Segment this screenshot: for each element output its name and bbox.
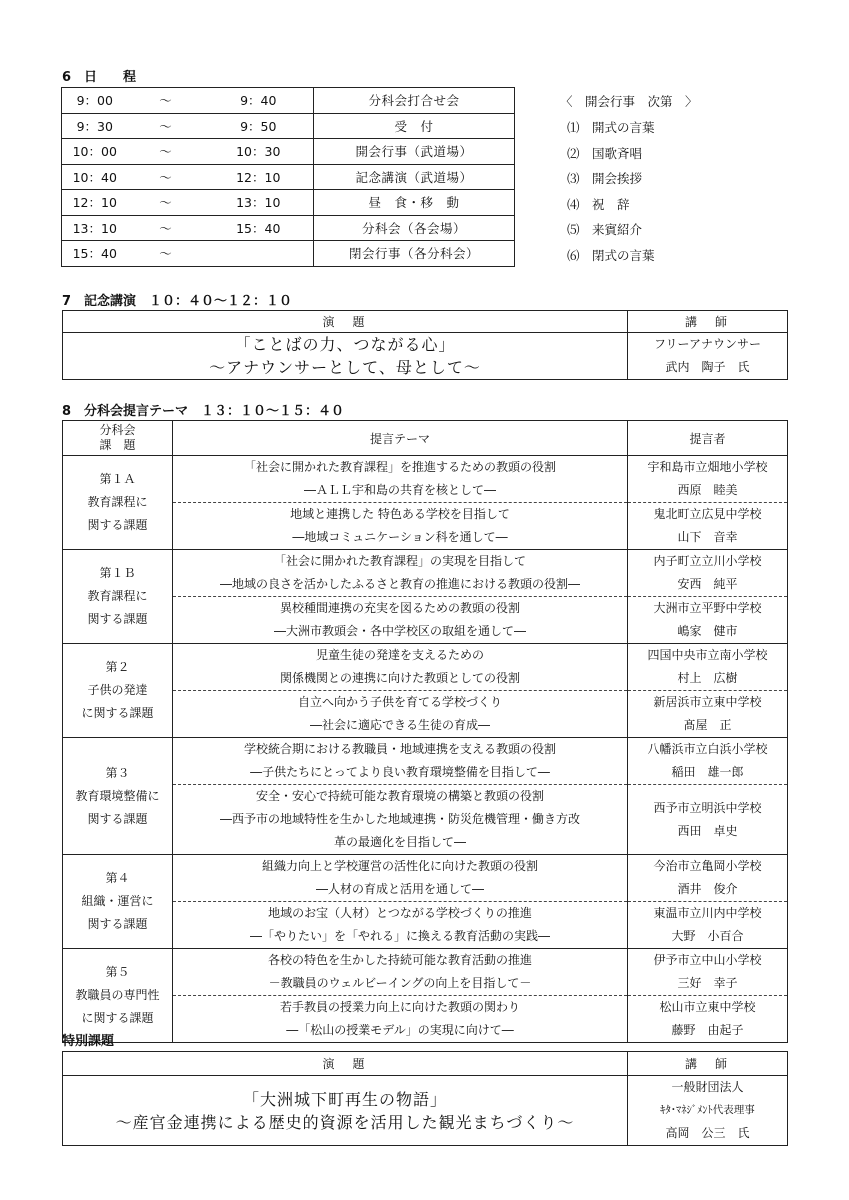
- theme-presenter-line: 藤野 由起子: [671, 1023, 744, 1037]
- section-6-title: 6 日 程: [62, 70, 137, 85]
- group-name-line: 教育課程に: [87, 589, 148, 603]
- theme-topic-line: 地域と連携した 特色ある学校を目指して: [290, 507, 510, 521]
- special-lecturer-header: 講 師: [628, 1052, 788, 1076]
- theme-row: [63, 644, 788, 691]
- group-name-line: 関する課題: [87, 811, 148, 826]
- theme-topic: [173, 855, 628, 902]
- lecture-topic-line: ～アナウンサーとして、母として～: [209, 358, 481, 377]
- ceremony-item: ⑷ 祝 辞: [567, 197, 630, 212]
- group-name-line: 関する課題: [87, 518, 148, 532]
- schedule-tilde: ～: [128, 190, 204, 216]
- schedule-start-time: 13：10: [62, 215, 128, 241]
- lecturer-line: フリーアナウンサー: [654, 337, 761, 351]
- theme-topic-line: 「社会に開かれた教育課程」を推進するための教頭の役割: [243, 460, 556, 474]
- theme-presenter: [628, 456, 788, 503]
- group-name-line: 第５: [105, 965, 130, 979]
- schedule-tilde: ～: [128, 139, 204, 165]
- theme-topic-line: 革の最適化を目指して―: [333, 835, 466, 849]
- theme-presenter-line: 内子町立立川小学校: [653, 554, 762, 568]
- ceremony-item: ⑶ 開会挨拶: [567, 171, 643, 186]
- theme-row: [63, 456, 788, 503]
- theme-presenter: [628, 644, 788, 691]
- theme-presenter-line: 松山市立東中学校: [659, 1000, 756, 1014]
- group-name-line: 関する課題: [87, 612, 148, 626]
- ceremony-title: 〈 開会行事 次第 〉: [560, 94, 698, 109]
- special-lecturer: [628, 1076, 788, 1146]
- header-group: [63, 421, 173, 456]
- group-name: [63, 644, 173, 738]
- schedule-start-time: 15：40: [62, 241, 128, 267]
- theme-row: [63, 855, 788, 902]
- theme-topic: [173, 691, 628, 738]
- ceremony-item: ⑸ 来賓紹介: [567, 222, 643, 237]
- theme-presenter-line: 嶋家 健市: [677, 624, 738, 638]
- schedule-tilde: ～: [128, 113, 204, 139]
- theme-topic-line: ―人材の育成と活用を通して―: [315, 882, 484, 896]
- theme-topic-line: 学校統合期における教職員・地域連携を支える教頭の役割: [243, 742, 556, 756]
- theme-topic-line: ―西予市の地域特性を生かした地域連携・防災危機管理・働き方改: [219, 812, 580, 826]
- group-name: [63, 855, 173, 949]
- theme-topic-line: 異校種間連携の充実を図るための教頭の役割: [279, 601, 520, 615]
- theme-presenter-line: 伊予市立中山小学校: [653, 953, 762, 967]
- group-name: [63, 949, 173, 1043]
- theme-presenter: [628, 855, 788, 902]
- schedule-end-time: 10：30: [204, 139, 314, 165]
- header-group-line: 分科会: [99, 423, 136, 437]
- theme-presenter-line: 大洲市立平野中学校: [653, 601, 762, 615]
- schedule-event: 開会行事（武道場）: [314, 139, 515, 165]
- theme-topic: [173, 456, 628, 503]
- theme-presenter-line: 新居浜市立東中学校: [653, 695, 762, 709]
- theme-presenter: [628, 550, 788, 597]
- schedule-event: 閉会行事（各分科会）: [314, 241, 515, 267]
- theme-topic: [173, 949, 628, 996]
- theme-topic: [173, 738, 628, 785]
- theme-topic: [173, 597, 628, 644]
- theme-topic-line: 地域のお宝（人材）とつながる学校づくりの推進: [268, 906, 532, 920]
- theme-topic-line: 関係機関との連携に向けた教頭としての役割: [279, 671, 520, 685]
- theme-presenter-line: 東温市立川内中学校: [653, 906, 762, 920]
- topic-header: 演 題: [63, 311, 628, 333]
- theme-presenter-line: 山下 音幸: [677, 530, 738, 544]
- schedule-row: [62, 241, 515, 267]
- schedule-tilde: ～: [128, 88, 204, 114]
- group-name-line: 教育課程に: [87, 495, 148, 509]
- special-table: [62, 1051, 788, 1146]
- theme-topic-line: ―ＡＬＬ宇和島の共育を核として―: [303, 483, 496, 497]
- theme-presenter-line: 西予市立明浜中学校: [653, 800, 762, 815]
- group-name-line: 第３: [105, 765, 130, 780]
- theme-topic-line: ―地域コミュニケーション科を通して―: [292, 530, 508, 544]
- lecturer-line: 武内 陶子 氏: [665, 360, 750, 374]
- theme-topic-line: 自立へ向かう子供を育てる学校づくり: [297, 695, 502, 709]
- lecturer-header: 講 師: [628, 311, 788, 333]
- lecture-topic: [63, 333, 628, 380]
- theme-presenter-line: 鬼北町立広見中学校: [653, 507, 762, 521]
- group-name: [63, 738, 173, 855]
- schedule-end-time: [204, 241, 314, 267]
- theme-presenter-line: 八幡浜市立白浜小学校: [647, 742, 768, 756]
- theme-topic-line: ―社会に適応できる生徒の育成―: [309, 718, 490, 732]
- theme-presenter: [628, 996, 788, 1043]
- schedule-tilde: ～: [128, 241, 204, 267]
- schedule-end-time: 13：10: [204, 190, 314, 216]
- special-lecturer-line: 高岡 公三 氏: [665, 1126, 750, 1140]
- schedule-row: [62, 113, 515, 139]
- theme-presenter-line: 西原 睦美: [677, 483, 738, 497]
- group-name-line: 組織・運営に: [81, 894, 154, 908]
- themes-table: [62, 420, 788, 1043]
- group-name-line: 第１Ａ: [99, 472, 136, 486]
- theme-topic: [173, 902, 628, 949]
- schedule-row: [62, 164, 515, 190]
- group-name-line: 教職員の専門性: [75, 988, 160, 1002]
- schedule-table: [61, 87, 515, 267]
- theme-presenter-line: 酒井 俊介: [677, 882, 738, 896]
- theme-topic-line: ―地域の良さを活かしたふるさと教育の推進における教頭の役割―: [219, 577, 580, 591]
- theme-row: [63, 738, 788, 785]
- group-name: [63, 550, 173, 644]
- theme-presenter: [628, 738, 788, 785]
- theme-topic: [173, 644, 628, 691]
- schedule-event: 昼 食・移 動: [314, 190, 515, 216]
- lecture-topic-line: 「ことばの力、つながる心」: [234, 335, 456, 354]
- theme-presenter-line: 三好 幸子: [677, 976, 738, 990]
- theme-presenter-line: 稲田 雄一郎: [671, 765, 744, 779]
- theme-presenter-line: 四国中央市立南小学校: [647, 648, 768, 662]
- theme-presenter-line: 安西 純平: [677, 577, 738, 591]
- theme-presenter: [628, 902, 788, 949]
- group-name-line: 子供の発達: [87, 683, 148, 697]
- schedule-event: 分科会打合せ会: [314, 88, 515, 114]
- theme-presenter-line: 西田 卓史: [677, 823, 738, 838]
- special-topic-line: ～産官金連携による歴史的資源を活用した観光まちづくり～: [115, 1112, 575, 1132]
- schedule-tilde: ～: [128, 164, 204, 190]
- theme-presenter-line: 宇和島市立畑地小学校: [647, 460, 768, 474]
- theme-topic-line: ―「やりたい」を「やれる」に換える教育活動の実践―: [249, 929, 550, 943]
- theme-topic-line: ―子供たちにとってより良い教育環境整備を目指して―: [250, 765, 550, 779]
- header-presenter: 提言者: [628, 421, 788, 456]
- group-name-line: 第２: [105, 660, 130, 674]
- theme-row: [63, 949, 788, 996]
- section-7-title: 7 記念講演 １０：４０～１２：１０: [62, 294, 293, 309]
- schedule-row: [62, 139, 515, 165]
- ceremony-item: ⑵ 国歌斉唱: [567, 146, 643, 161]
- schedule-end-time: 15：40: [204, 215, 314, 241]
- theme-presenter-line: 今治市立亀岡小学校: [653, 859, 762, 873]
- theme-topic: [173, 503, 628, 550]
- theme-topic-line: 若手教員の授業力向上に向けた教頭の関わり: [279, 1000, 520, 1014]
- group-name: [63, 456, 173, 550]
- group-name-line: 教育環境整備に: [75, 788, 160, 803]
- theme-topic: [173, 785, 628, 855]
- schedule-start-time: 9：30: [62, 113, 128, 139]
- special-topic-line: 「大洲城下町再生の物語」: [242, 1089, 447, 1109]
- group-name-line: 第４: [105, 871, 130, 885]
- schedule-end-time: 9：50: [204, 113, 314, 139]
- lecturer: [628, 333, 788, 380]
- theme-presenter-line: 髙屋 正: [683, 718, 732, 732]
- schedule-row: [62, 190, 515, 216]
- theme-topic-line: 安全・安心で持続可能な教育環境の構築と教頭の役割: [255, 789, 544, 803]
- theme-row: [63, 550, 788, 597]
- lecture-table: [62, 310, 788, 380]
- schedule-start-time: 10：00: [62, 139, 128, 165]
- header-group-line: 課 題: [99, 438, 136, 452]
- group-name-line: に関する課題: [81, 1011, 154, 1025]
- schedule-tilde: ～: [128, 215, 204, 241]
- special-topic-header: 演 題: [63, 1052, 628, 1076]
- ceremony-item: ⑴ 開式の言葉: [567, 120, 655, 135]
- group-name-line: 関する課題: [87, 917, 148, 931]
- theme-presenter: [628, 503, 788, 550]
- theme-presenter-line: 村上 広樹: [677, 671, 738, 685]
- theme-topic-line: 「社会に開かれた教育課程」の実現を目指して: [273, 554, 526, 568]
- group-name-line: 第１Ｂ: [99, 566, 136, 580]
- schedule-event: 受 付: [314, 113, 515, 139]
- theme-topic-line: ―大洲市教頭会・各中学校区の取組を通して―: [273, 624, 526, 638]
- special-title: 特別課題: [62, 1034, 115, 1049]
- ceremony-item: ⑹ 閉式の言葉: [567, 248, 655, 263]
- special-topic: [63, 1076, 628, 1146]
- theme-topic-line: －教職員のウェルビーイングの向上を目指して－: [268, 976, 532, 990]
- theme-topic-line: 組織力向上と学校運営の活性化に向けた教頭の役割: [261, 859, 538, 873]
- special-lecturer-line: 一般財団法人: [671, 1080, 744, 1094]
- theme-topic: [173, 996, 628, 1043]
- schedule-start-time: 9：00: [62, 88, 128, 114]
- theme-topic: [173, 550, 628, 597]
- group-name-line: に関する課題: [81, 706, 154, 720]
- theme-topic-line: ―「松山の授業モデル」の実現に向けて―: [286, 1023, 514, 1037]
- schedule-end-time: 12：10: [204, 164, 314, 190]
- theme-presenter: [628, 691, 788, 738]
- theme-presenter: [628, 949, 788, 996]
- section-8-title: 8 分科会提言テーマ １３：１０～１５：４０: [62, 404, 345, 419]
- theme-presenter: [628, 597, 788, 644]
- header-theme: 提言テーマ: [173, 421, 628, 456]
- schedule-end-time: 9：40: [204, 88, 314, 114]
- theme-topic-line: 各校の特色を生かした持続可能な教育活動の推進: [267, 953, 532, 967]
- theme-presenter: [628, 785, 788, 855]
- schedule-start-time: 12：10: [62, 190, 128, 216]
- theme-topic-line: 児童生徒の発達を支えるための: [315, 648, 484, 662]
- schedule-start-time: 10：40: [62, 164, 128, 190]
- schedule-row: [62, 88, 515, 114]
- schedule-event: 分科会（各会場）: [314, 215, 515, 241]
- schedule-row: [62, 215, 515, 241]
- theme-presenter-line: 大野 小百合: [671, 929, 744, 943]
- schedule-event: 記念講演（武道場）: [314, 164, 515, 190]
- special-lecturer-line: ｷﾀ･ﾏﾈｼﾞﾒﾝﾄ代表理事: [660, 1104, 755, 1116]
